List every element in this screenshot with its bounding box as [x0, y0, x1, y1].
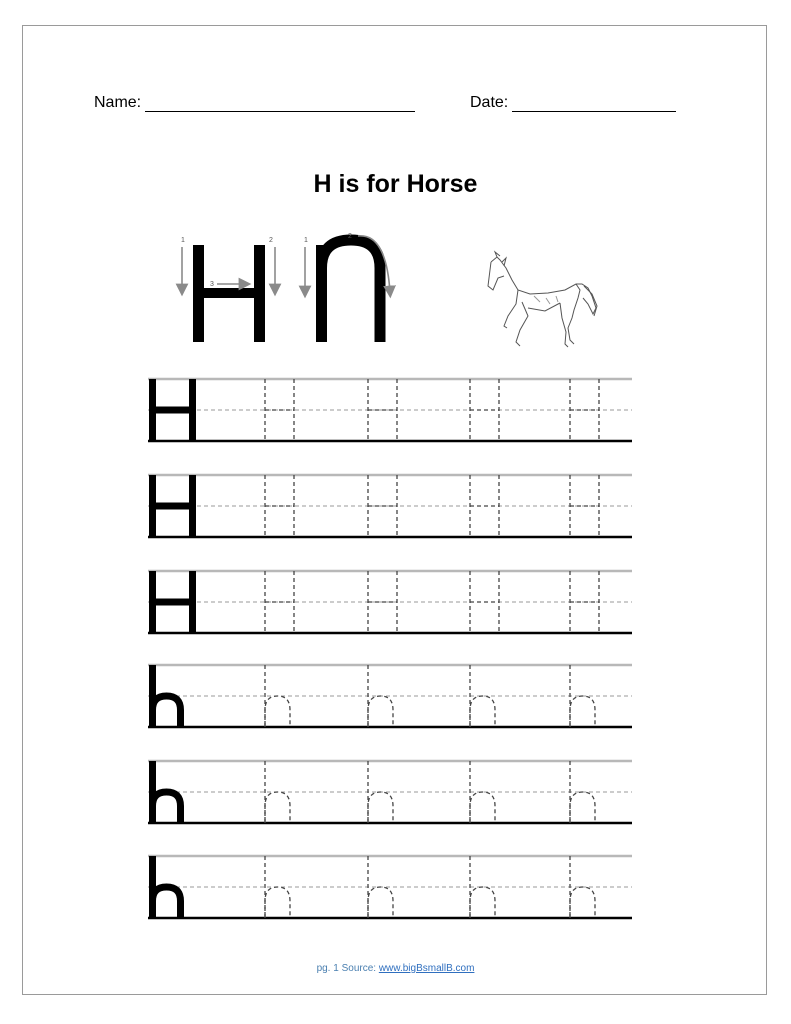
- row-4-guides: [148, 665, 632, 727]
- upper-step-1: 1: [181, 237, 185, 244]
- upper-step-3: 3: [210, 281, 214, 288]
- model-letter-5: [153, 761, 181, 823]
- practice-guidelines: [148, 379, 632, 918]
- model-letter-6: [153, 856, 181, 918]
- model-letter-1: [153, 379, 193, 441]
- lower-step-1: 1: [304, 237, 308, 244]
- row-5-guides: [148, 761, 632, 823]
- demo-lowercase-letter: [316, 240, 380, 342]
- footer: [0, 963, 791, 974]
- lower-step-2: 2: [348, 233, 352, 240]
- date-label: Date:: [470, 94, 509, 111]
- trace-letter-2-4: [570, 475, 599, 537]
- model-letter-2: [153, 475, 193, 537]
- horse-illustration: [488, 252, 597, 347]
- trace-letter-3-3: [470, 571, 499, 633]
- model-letter-4: [153, 665, 181, 727]
- name-label: Name:: [94, 94, 142, 111]
- trace-letter-1-3: [470, 379, 499, 441]
- trace-letter-1-4: [570, 379, 599, 441]
- upper-step-2: 2: [269, 237, 273, 244]
- model-letter-3: [153, 571, 193, 633]
- practice-letters: [153, 379, 600, 918]
- source-link[interactable]: www.bigBsmallB.com: [378, 963, 475, 974]
- page-title: H is for Horse: [313, 170, 478, 198]
- trace-letter-3-4: [570, 571, 599, 633]
- footer-prefix: pg. 1 Source:: [316, 963, 379, 974]
- demo-uppercase-letter: [193, 245, 265, 342]
- trace-letter-2-3: [470, 475, 499, 537]
- row-6-guides: [148, 856, 632, 918]
